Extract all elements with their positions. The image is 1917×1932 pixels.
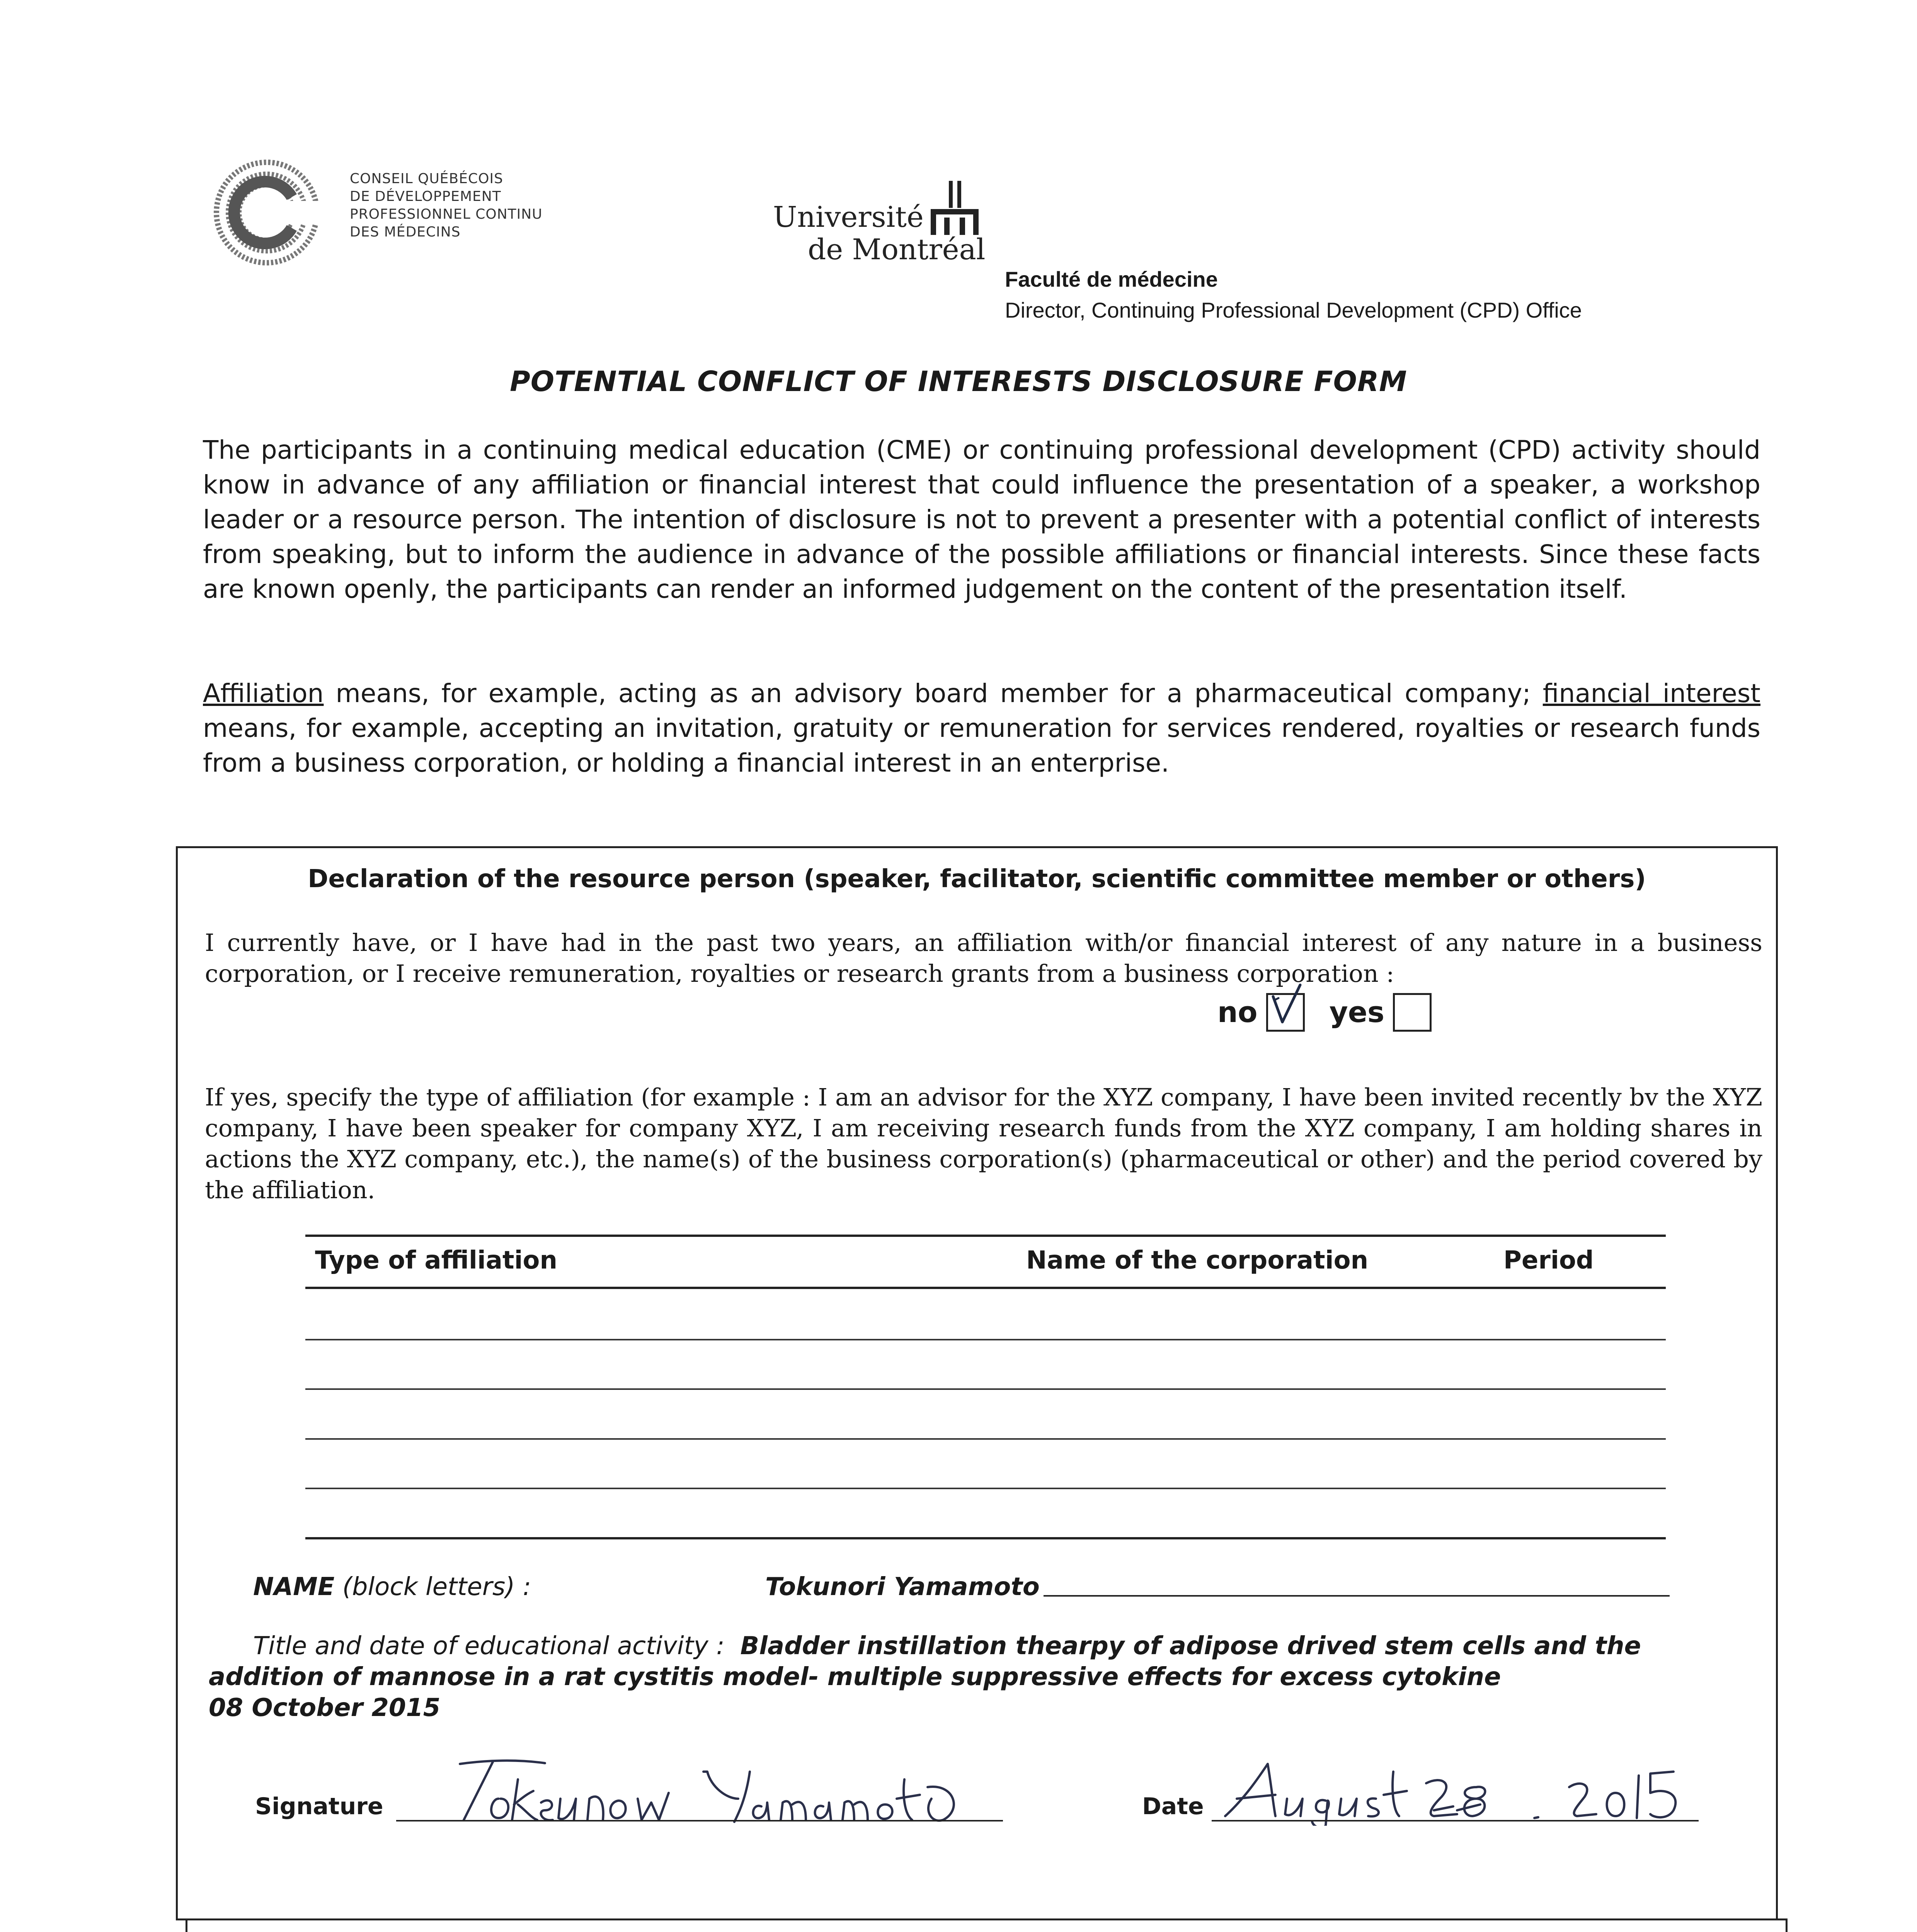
name-label-text: NAME <box>253 1573 335 1601</box>
form-title: POTENTIAL CONFLICT OF INTERESTS DISCLOSURE FORM <box>510 365 1407 398</box>
financial-interest-term: financial interest <box>1542 679 1760 708</box>
date-underline <box>1212 1820 1699 1821</box>
name-hint: (block letters) : <box>334 1573 531 1601</box>
activity-title[interactable]: Bladder instillation thearpy of adipose drived stem cells and the addition of mannose in a rat cystitis model- multiple suppressive effects for excess cytokine <box>209 1632 1641 1691</box>
affiliation-definition: means, for example, acting as an advisory board member for a pharmaceutical company; <box>323 679 1543 708</box>
table-row[interactable] <box>305 1339 1666 1340</box>
column-period: Period <box>1503 1246 1594 1275</box>
table-header-rule <box>305 1287 1666 1289</box>
handwritten-signature[interactable] <box>402 1756 982 1826</box>
cqdpcm-logo <box>209 155 325 270</box>
organizer-heading-box <box>186 1918 1788 1932</box>
yes-checkbox[interactable] <box>1393 993 1432 1032</box>
declaration-heading: Declaration of the resource person (speaker, facilitator, scientific committee member or others) <box>308 865 1646 893</box>
table-bottom-rule <box>305 1537 1666 1539</box>
no-yes-choice <box>1217 993 1432 1032</box>
activity-block <box>209 1631 1697 1723</box>
activity-date[interactable]: 08 October 2015 <box>209 1694 441 1722</box>
university-line-1: Université <box>773 201 924 234</box>
column-type-of-affiliation: Type of affiliation <box>315 1246 558 1275</box>
definitions-paragraph <box>203 676 1760 781</box>
university-line-2: de Montréal <box>808 233 986 266</box>
office-name: Director, Continuing Professional Development (CPD) Office <box>1005 298 1582 322</box>
no-checkbox[interactable] <box>1266 993 1305 1032</box>
column-name-of-corporation: Name of the corporation <box>1026 1246 1369 1275</box>
intro-paragraph: The participants in a continuing medical education (CME) or continuing professional development (CPD) activity should know in advance of any affiliation or financial interest that could influence the presentation of a speaker, a workshop leader or a resource person. The intention of disclosure is not to prevent a presenter with a potential conflict of interests from speaking, but to inform the audience in advance of the possible affiliations or financial interests. Since these facts are known openly, the participants can render an informed judgement on the content of the presentation itself. <box>203 435 1760 604</box>
cqdpcm-name: CONSEIL QUÉBÉCOIS DE DÉVELOPPEMENT PROFESSIONNEL CONTINU DES MÉDECINS <box>350 171 543 240</box>
faculty-name: Faculté de médecine <box>1005 267 1218 291</box>
name-underline <box>1044 1595 1670 1597</box>
signature-label: Signature <box>255 1793 383 1820</box>
name-field[interactable]: Tokunori Yamamoto <box>765 1573 1040 1601</box>
table-row[interactable] <box>305 1438 1666 1440</box>
yes-label: yes <box>1329 996 1385 1029</box>
financial-interest-definition: means, for example, accepting an invitation, gratuity or remuneration for services rendered, royalties or research funds from a business corporation, or holding a financial interest in an enterprise. <box>203 713 1760 778</box>
date-label: Date <box>1142 1793 1204 1820</box>
activity-label: Title and date of educational activity : <box>253 1632 725 1660</box>
handwritten-date[interactable] <box>1210 1752 1704 1826</box>
signature-underline <box>396 1820 1003 1821</box>
table-row[interactable] <box>305 1488 1666 1489</box>
declaration-statement: I currently have, or I have had in the past two years, an affiliation with/or financial interest of any nature in a business corporation, or I receive remuneration, royalties or research grants from a business corporation : <box>205 929 1762 988</box>
checkmark-icon <box>1266 988 1305 1027</box>
table-row[interactable] <box>305 1388 1666 1390</box>
if-yes-instructions: If yes, specify the type of affiliation (for example : I am an advisor for the XYZ company, I have been invited recently bv the XYZ company, I have been speaker for company XYZ, I am receiving research funds from the XYZ company, I am holding shares in actions the XYZ company, etc.), the name(s) of the business corporation(s) (pharmaceutical or other) and the period covered by the affiliation. <box>205 1083 1762 1204</box>
affiliation-term: Affiliation <box>203 679 324 708</box>
table-top-rule <box>305 1235 1666 1237</box>
udem-logo <box>930 181 980 235</box>
no-label: no <box>1217 996 1258 1029</box>
name-label <box>253 1573 531 1601</box>
